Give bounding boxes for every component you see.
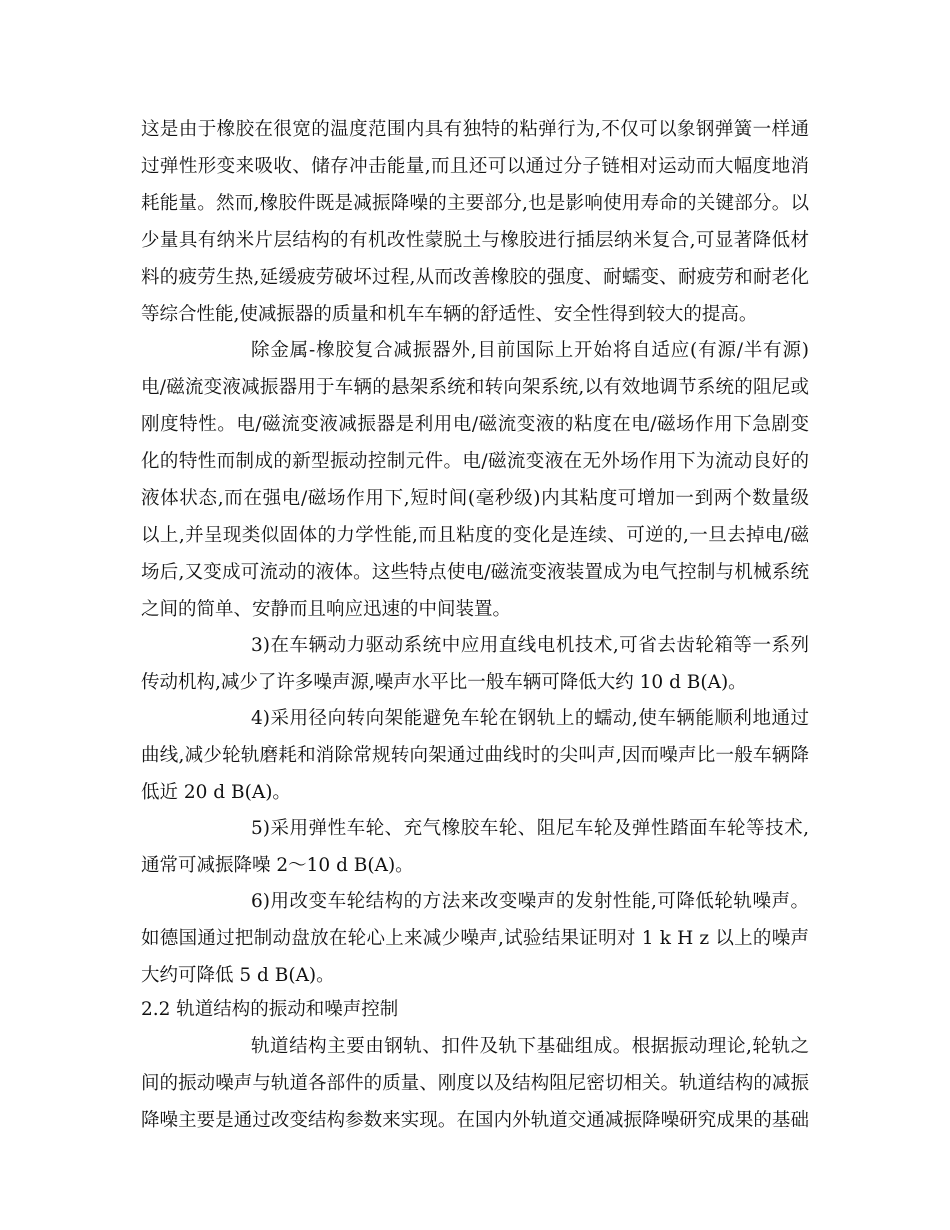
text-line: 传动机构,减少了许多噪声源,噪声水平比一般车辆可降低大约 10 d B(A)。: [141, 672, 747, 693]
text-line: 等综合性能,使减振器的质量和机车车辆的舒适性、安全性得到较大的提高。: [141, 304, 758, 325]
text-line: 4)采用径向转向架能避免车轮在钢轨上的蠕动,使车辆能顺利地通过: [251, 708, 809, 729]
text-line: 电/磁流变液减振器用于车辆的悬架系统和转向架系统,以有效地调节系统的阻尼或: [141, 377, 809, 398]
text-line: 3)在车辆动力驱动系统中应用直线电机技术,可省去齿轮箱等一系列: [251, 635, 809, 656]
text-line: 刚度特性。电/磁流变液减振器是利用电/磁流变液的粘度在电/磁场作用下急剧变: [141, 414, 809, 435]
section-heading: 2.2 轨道结构的振动和噪声控制: [141, 999, 399, 1020]
text-line: 如德国通过把制动盘放在轮心上来减少噪声,试验结果证明对 1 k H z 以上的噪声: [141, 928, 809, 949]
text-line: 间的振动噪声与轨道各部件的质量、刚度以及结构阻尼密切相关。轨道结构的减振: [141, 1073, 809, 1094]
text-line: 过弹性形变来吸收、储存冲击能量,而且还可以通过分子链相对运动而大幅度地消: [141, 156, 809, 177]
text-line: 耗能量。然而,橡胶件既是减振降噪的主要部分,也是影响使用寿命的关键部分。以: [141, 193, 809, 214]
text-line: 降噪主要是通过改变结构参数来实现。在国内外轨道交通减振降噪研究成果的基础: [141, 1110, 809, 1131]
text-line: 化的特性而制成的新型振动控制元件。电/磁流变液在无外场作用下为流动良好的: [141, 451, 809, 472]
text-line: 除金属-橡胶复合减振器外,目前国际上开始将自适应(有源/半有源): [251, 340, 809, 361]
text-line: 以上,并呈现类似固体的力学性能,而且粘度的变化是连续、可逆的,一旦去掉电/磁: [141, 525, 809, 546]
text-line: 液体状态,而在强电/磁场作用下,短时间(毫秒级)内其粘度可增加一到两个数量级: [141, 488, 809, 509]
text-line: 少量具有纳米片层结构的有机改性蒙脱土与橡胶进行插层纳米复合,可显著降低材: [141, 230, 809, 251]
text-line: 6)用改变车轮结构的方法来改变噪声的发射性能,可降低轮轨噪声。: [251, 891, 809, 912]
text-line: 轨道结构主要由钢轨、扣件及轨下基础组成。根据振动理论,轮轨之: [251, 1036, 809, 1057]
text-line: 低近 20 d B(A)。: [141, 782, 291, 803]
text-line: 这是由于橡胶在很宽的温度范围内具有独特的粘弹行为,不仅可以象钢弹簧一样通: [141, 119, 809, 140]
text-line: 大约可降低 5 d B(A)。: [141, 965, 335, 986]
text-line: 料的疲劳生热,延缓疲劳破坏过程,从而改善橡胶的强度、耐蠕变、耐疲劳和耐老化: [141, 267, 809, 288]
text-line: 5)采用弹性车轮、充气橡胶车轮、阻尼车轮及弹性踏面车轮等技术,: [251, 818, 809, 839]
text-line: 之间的简单、安静而且响应迅速的中间装置。: [141, 599, 512, 620]
text-line: 场后,又变成可流动的液体。这些特点使电/磁流变液装置成为电气控制与机械系统: [141, 562, 809, 583]
text-line: 通常可减振降噪 2～10 d B(A)。: [141, 855, 414, 876]
text-line: 曲线,减少轮轨磨耗和消除常规转向架通过曲线时的尖叫声,因而噪声比一般车辆降: [141, 745, 809, 766]
